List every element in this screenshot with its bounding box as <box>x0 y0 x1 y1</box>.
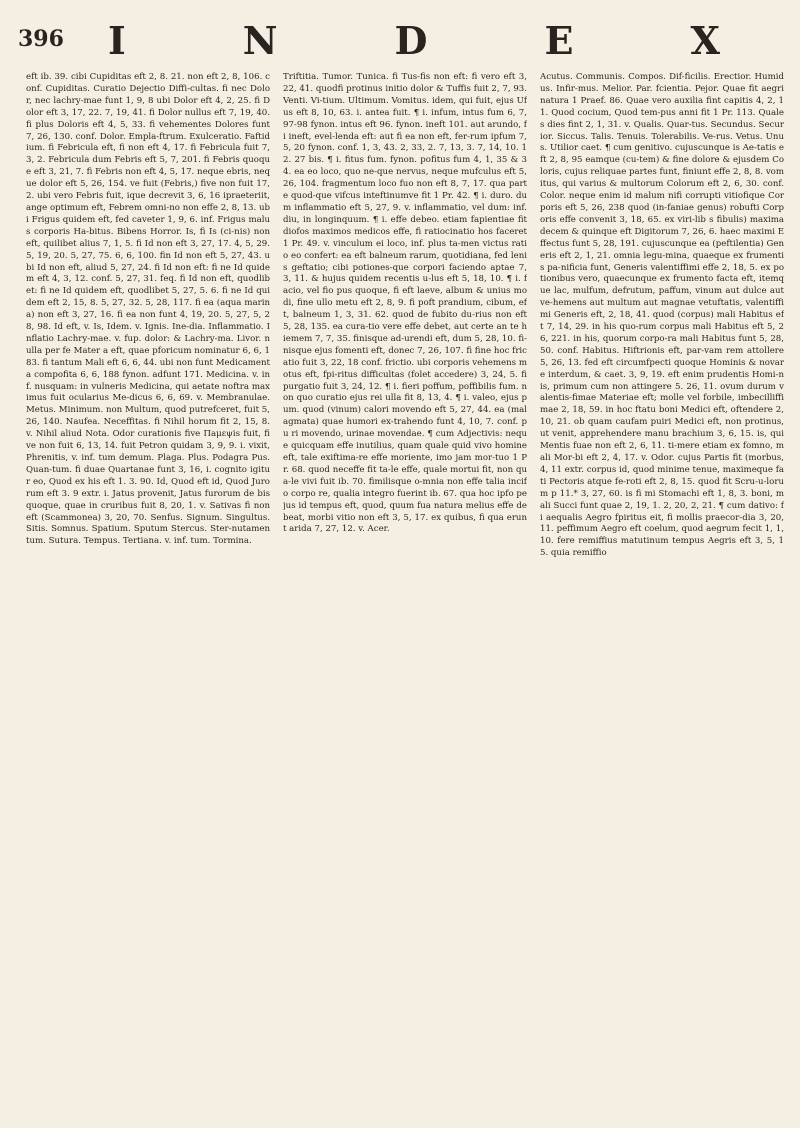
running-head <box>88 18 782 63</box>
text-column-right <box>540 72 784 1112</box>
page-number: 396 <box>18 26 64 52</box>
text-column-left <box>26 72 270 1112</box>
running-head-letter: I <box>108 18 128 63</box>
index-text: Triftitia. Tumor. Tunica. fi Tus-fis non eft: fi vero eft 3, 22, 41. quodfi protinus initio dolor & Tuffis fuit 2, 7, 93. Venti. Vi-tium. Ultimum. Vomitus. idem, qui fuit, ejus Ufus eft 8, 10, 63. i. antea fuit. ¶ i. infum, intus fum 6, 7, 97-98 fynon. intus eft 96. fynon. ineft 101. aut arundo, fi ineft, evel-lenda eft: aut fi ea non eft, fer-rum ipfum 7, 5, 20 fynon. conf. 1, 3, 43. 2, 33, 2. 7, 13, 3. 7, 14, 10. 12. 27 bis. ¶ i. fitus fum. fynon. pofitus fum 4, 1, 35 & 34. ea eo loco, quo ne-que nervus, neque mufculus eft 5, 26, 104. fragmentum loco fuo non eft 8, 7, 17. qua parte quod-que vifcus inteftinumve fit 1 Pr. 42. ¶ i. duro. dum inflammatio eft 5, 27, 9. v. inflammatio, vel dum: inf. diu, in longinquum. ¶ i. effe debeo. etiam fapientiae fit diofos maximos medicos effe, fi ratiocinatio hos faceret 1 Pr. 49. v. vinculum ei loco, inf. plus ta-men victus ratio eo confert: ea eft balneum rarum, quotidiana, fed lenis geftatio; cibi potiones-que corpori faciendo aptae 7, 3, 11. & hujus quidem recentis u-lus eft 5, 18, 10. ¶ i. facio, vel fio pus quoque, fi eft laeve, album & unius modi, fine ullo metu eft 2, 8, 9. fi poft prandium, cibum, eft, balneum 1, 3, 31. 62. quod de fubito du-rius non eft 5, 28, 135. ea cura-tio vere effe debet, aut certe an te hiemem 7, 7, 35. finisque ad-urendi eft, dum 5, 28, 10. fi-nisque ejus fomenti eft, donec 7, 26, 107. fi fine hoc fricatio fuit 3, 22, 18 conf. frictio. ubi corporis vehemens motus eft, fpi-ritus difficultas (folet accedere) 3, 24, 5. fi purgatio fuit 3, 24, 12. ¶ i. fieri poffum, poffibilis fum. non quo curatio ejus rei ulla fit 8, 13, 4. ¶ i. valeo, ejus pum. quod (vinum) calori movendo eft 5, 27, 44. ea (malagmata) quae humori ex-trahendo funt 4, 10, 7. conf. pu ri movendo, urinae movendae. ¶ cum Adjectivis: neque quicquam effe inutilius, quam quale quid vivo homine eft, tale exiftima-re effe moriente, imo jam mor-tuo 1 Pr. 68. quod neceffe fit ta-le effe, quale mortui fit, non qua-le vivi fuit ib. 70. fimilisque o-mnia non effe talia incifo corpo re, qualia integro fuerint ib. 67. qua hoc ipfo pejus id tempus eft, quod, quum fua natura melius effe debeat, morbi vitio non eft 3, 5, 17. ex quibus, fi qua erunt arida 7, 27, 12. v. Acer. <box>283 72 527 535</box>
running-head-letter: N <box>242 18 280 63</box>
running-head-letter: D <box>394 18 430 63</box>
running-head-letter: E <box>544 18 576 63</box>
text-column-middle <box>283 72 527 1112</box>
running-head-letter: X <box>690 18 722 63</box>
index-text: Acutus. Communis. Compos. Dif-ficilis. Erectior. Humidus. Infir-mus. Melior. Par. fcientia. Pejor. Quae fit aegri natura 1 Praef. 86. Quae vero auxilia fint capitis 4, 2, 11. Quod cocium, Quod tem-pus anni fit 1 Pr. 113. Quales dies fint 2, 1, 31. v. Qualis. Quar-tus. Secundus. Securior. Siccus. Talis. Tenuis. Tolerabilis. Ve-rus. Vetus. Unus. Utilior caet. ¶ cum genitivo. cujuscunque is Ae-tatis eft 2, 8, 95 eamque (cu-tem) & fine dolore & ejusdem Coloris, cujus reliquae partes funt, finiunt effe 2, 8, 8. vomitus, qui varius & multorum Colorum eft 2, 6, 30. conf. Color. neque enim id malum nifi corrupti vitiofique Corporis eft 5, 26, 238 quod (in-faniae genus) robufti Corporis effe convenit 3, 18, 65. ex viri-lib s fibulis) maxima decem & quinque eft Digitorum 7, 26, 6. haec maximi Effectus funt 5, 28, 191. cujuscunque ea (peftilentia) Generis eft 2, 1, 21. omnia legu-mina, quaeque ex frumentis pa-nificia funt, Generis valentiffimi effe 2, 18, 5. ex potionibus vero, quaecunque ex frumento facta eft, itemque lac, mulfum, defrutum, paffum, vinum aut dulce aut ve-hemens aut multum aut magnae vetuftatis, valentiffimi Generis eft, 2, 18, 41. quod (corpus) mali Habitus eft 7, 14, 29. in his quo-rum corpus mali Habitus eft 5, 26, 221. in his, quorum corpo-ra mali Habitus funt 5, 28, 50. conf. Habitus. Hiftrionis eft, par-vam rem attollere 5, 26, 13. fed eft circumfpecti quoque Hominis & novare interdum, & caet. 3, 9, 19. eft enim prudentis Homi-nis, primum cum non attingere 5. 26, 11. ovum durum valentis-fimae Materiae eft; molle vel forbile, imbecilliffimae 2, 18, 59. in hoc ftatu boni Medici eft, oftendere 2, 10, 21. ob quam caufam puiri Medici eft, non protinus, ut venit, apprehendere manu brachium 3, 6, 15. is, qui Mentis fuae non eft 2, 6, 11. ti-mere etiam ex fomno, mali Mor-bi eft 2, 4, 17. v. Odor. cujus Partis fit (morbus, 4, 11 extr. corpus id, quod minime tenue, maximeque fati Pectoris atque fe-roti eft 2, 8, 15. quod fit Scru-u-lorum p 11.* 3, 27, 60. is fi mi Stomachi eft 1, 8, 3. boni, mali Succi funt quae 2, 19, 1. 2, 20, 2, 21. ¶ cum dativo: fi aequalis Aegro fpiritus eit, fi mollis praecor-dia 3, 20, 11. peffimum Aegro eft coelum, quod aegrum fecit 1, 1, 10. fere remiffius matutinum tempus Aegris eft 3, 5, 15. quia remiffio <box>540 72 784 559</box>
index-text: eft ib. 39. cibi Cupiditas eft 2, 8. 21. non eft 2, 8, 106. conf. Cupiditas. Curatio Dejectio Diffi-cultas. fi nec Dolor, nec lachry-mae funt 1, 9, 8 ubi Dolor eft 4, 2, 25. fi Dolor eft 3, 17, 22. 7, 19, 41. fi Dolor nullus eft 7, 19, 40. fi plus Doloris eft 4, 5, 33. fi vehementes Dolores funt 7, 26, 130. conf. Dolor. Empla-ftrum. Exulceratio. Faftidium. fi Febricula eft, fi non eft 4, 17. fi Febricula fuit 7, 3, 2. Febricula dum Febris eft 5, 7, 201. fi Febris quoque eft 3, 21, 7. fi Febris non eft 4, 5, 17. neque ebris, neque dolor eft 5, 26, 154. ve fuit (Febris,) five non fuit 17, 2. ubi vero Febris fuit, ique decrevit 3, 6, 16 ipraeteriit, ange optimum eft, Febrem omni-no non effe 2, 8, 13. ubi Frigus quidem eft, fed caveter 1, 9, 6. inf. Frigus malus corporis Ha-bitus. Bibens Horror. Is, fi Is (ci-nis) non eft, quilibet alius 7, 1, 5. fi Id non eft 3, 27, 17. 4, 5, 29. 5, 19, 20. 5, 27, 75. 6, 6, 100. fin Id non eft 5, 27, 43. ubi Id non eft, aliud 5, 27, 24. fi Id non eft: fi ne Id quidem eft 4, 3, 12. conf. 5, 27, 31. feq. fi Id non eft, quodlibet: fi ne Id quidem eft, quodlibet 5, 27, 5. 6. fi ne Id quidem eft 2, 15, 8. 5, 27, 32. 5, 28, 117. fi ea (aqua marina) non eft 3, 27, 16. fi ea non funt 4, 19, 20. 5, 27, 5, 28, 98. Id eft, v. Is, Idem. v. Ignis. Ine-dia. Inflammatio. Inflatio Lachry-mae. v. fup. dolor: & Lachry-ma. Livor. nulla per fe Mater a eft, quae pforicum nominatur 6, 6, 183. fi tantum Mali eft 6, 6, 44. ubi non funt Medicamenta compofita 6, 6, 188 fynon. adfunt 171. Medicina. v. inf. nusquam: in vulneris Medicina, qui aetate noftra maximus fuit ocularius Me-dicus 6, 6, 69. v. Membranulae. Metus. Minimum. non Multum, quod putrefceret, fuit 5, 26, 140. Naufea. Neceffitas. fi Nihil horum fit 2, 15, 8. v. Nihil aliud Nota. Odor curationis five Πaμεψis fuit, five non fuit 6, 13, 14. fuit Petron quidam 3, 9, 9. i. vixit, Phrenitis, v. inf. tum demum. Plaga. Plus. Podagra Pus. Quan-tum. fi duae Quartanae funt 3, 16, i. cognito igitur eo, Quod ex his eft 1. 3. 90. Id, Quod eft id, Quod Jurorum eft 3. 9 extr. i. Jatus provenit, Jatus furorum de bis quoque, quae in cruribus fuit 8, 20, 1. v. Sativas fi non eft (Scammonea) 3, 20, 70. Senfus. Signum. Singultus. Sitis. Somnus. Spatium. Sputum Stercus. Ster-nutamentum. Sutura. Tempus. Tertiana. v. inf. tum. Tormina. <box>26 72 270 547</box>
page-header <box>18 18 782 68</box>
